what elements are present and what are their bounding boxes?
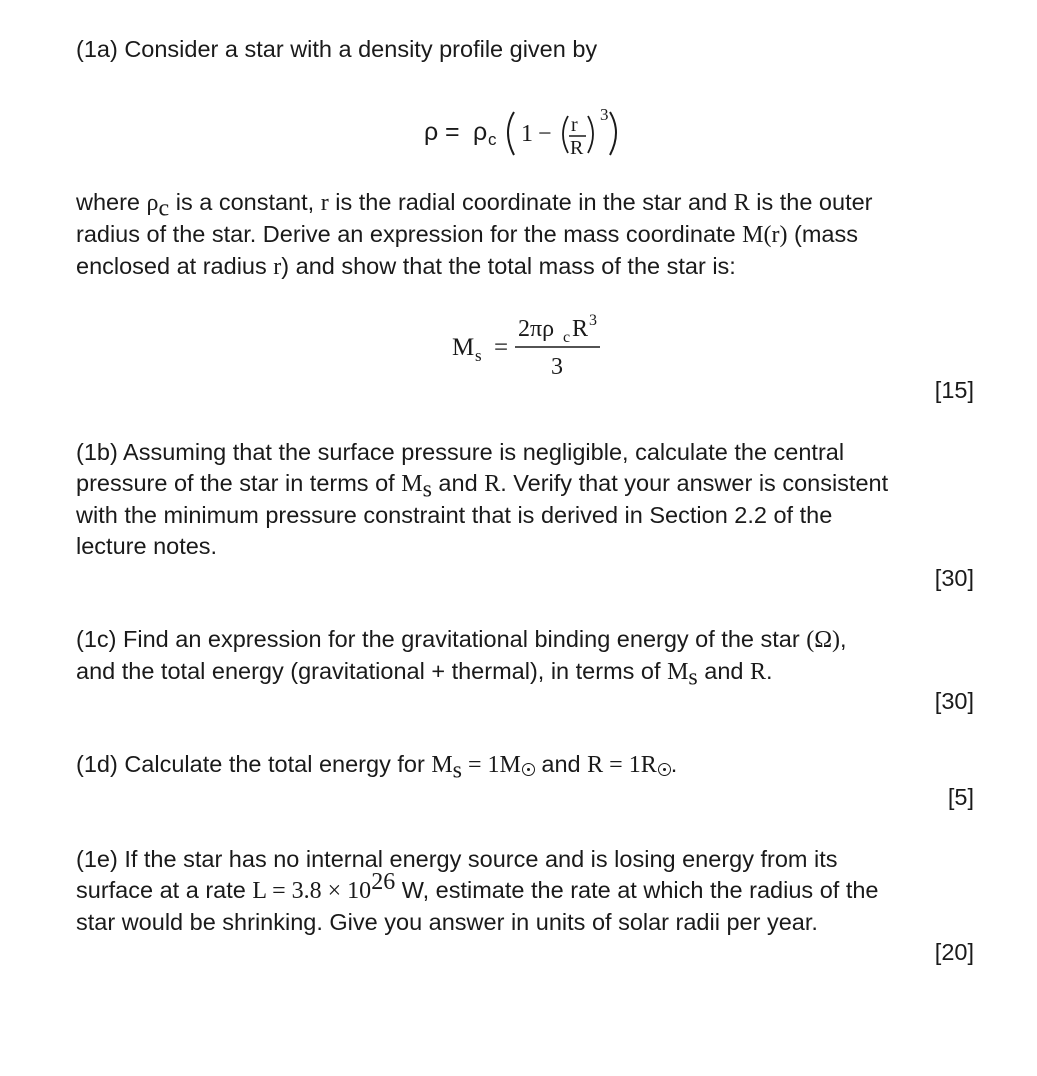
R-inline-q1b: R <box>484 471 501 497</box>
q1c-marks: [30] <box>934 688 974 714</box>
q1d-part2: and <box>534 751 588 777</box>
mass-numerator-sub: c <box>563 329 571 346</box>
q1d-marks: [5] <box>947 784 974 810</box>
Ms-symbol: M <box>452 334 475 361</box>
q1c-line2-part2: and <box>697 658 751 684</box>
omega-inline: (Ω) <box>806 627 841 653</box>
q1a-line3-part2: ) and show that the total mass of the star is: <box>281 253 736 279</box>
solar-radius-value: R = 1R <box>587 752 657 778</box>
close-paren-inner <box>588 116 593 153</box>
mass-numerator-b: R <box>572 316 589 342</box>
rho-c-symbol: ρ <box>473 118 488 146</box>
q1e-line3: star would be shrinking. Give you answer in units of solar radii per year. <box>76 909 818 935</box>
Ms-inline: M <box>401 471 423 497</box>
fraction-denominator: R <box>570 137 584 159</box>
q1b-line2-part1: pressure of the star in terms of <box>76 470 402 496</box>
q1a-line3-part1: enclosed at radius <box>76 253 274 279</box>
q1a-line1-part4: is the outer <box>749 189 873 215</box>
q1a-text <box>76 187 981 283</box>
Ms-inline-q1c: M <box>667 659 689 685</box>
q1b-line2-part3: . Verify that your answer is consistent <box>500 470 889 496</box>
Ms-inline-sub: s <box>422 476 432 503</box>
power-exponent: 3 <box>600 105 609 124</box>
mass-equals: = <box>494 334 509 361</box>
q1a-intro: (1a) Consider a star with a density profile given by <box>76 36 598 62</box>
q1e-line2-part2: W, estimate the rate at which the radius of the <box>395 877 879 903</box>
sun-symbol-icon <box>658 763 671 776</box>
mass-equation-svg <box>450 305 630 385</box>
mass-numerator-a: 2πρ <box>518 316 555 342</box>
density-equation-svg <box>420 98 660 178</box>
rho-symbol: ρ <box>424 118 439 146</box>
q1c-line1-part2: , <box>840 626 847 652</box>
Ms-subscript: s <box>475 346 482 365</box>
q1c-line2-part1: and the total energy (gravitational + thermal), in terms of <box>76 658 668 684</box>
q1d-text <box>76 749 981 784</box>
q1c-line2-part3: . <box>766 658 773 684</box>
q1b-line4: lecture notes. <box>76 533 218 559</box>
q1a-line2-part2: (mass <box>787 221 858 247</box>
sun-symbol-icon <box>522 763 535 776</box>
q1a-line2-part1: radius of the star. Derive an expression for the mass coordinate <box>76 221 743 247</box>
R-inline: R <box>733 190 750 216</box>
Ms-inline-q1d-sub: s <box>452 757 462 784</box>
q1a-line1-part1: where <box>76 189 147 215</box>
r-inline-2: r <box>273 254 282 280</box>
R-inline-q1c: R <box>750 659 767 685</box>
rho-c-inline: ρ <box>146 190 159 216</box>
solar-mass-value: = 1M <box>462 752 521 778</box>
r-inline: r <box>320 190 329 216</box>
q1d-part1: (1d) Calculate the total energy for <box>76 751 432 777</box>
q1b-text <box>76 437 981 562</box>
equals-sign: = <box>445 118 460 146</box>
q1a-line1-part2: is a constant, <box>169 189 321 215</box>
q1b-line1: (1b) Assuming that the surface pressure is negligible, calculate the central <box>76 439 845 465</box>
q1b-marks: [30] <box>934 565 974 591</box>
mass-denominator: 3 <box>551 354 563 380</box>
Ms-inline-q1c-sub: s <box>688 664 698 691</box>
luminosity-exponent: 26 <box>371 869 396 896</box>
rho-c-subscript: c <box>488 130 497 149</box>
q1e-line2-part1: surface at a rate <box>76 877 253 903</box>
q1a-marks: [15] <box>934 377 974 403</box>
Ms-inline-q1d: M <box>431 752 453 778</box>
Mr-inline: M(r) <box>742 222 788 248</box>
q1c-text <box>76 624 981 691</box>
q1b-line2-part2: and <box>431 470 485 496</box>
minus-sign: − <box>538 121 552 147</box>
rho-c-inline-sub: c <box>158 195 170 222</box>
fraction-numerator: r <box>571 114 578 136</box>
q1c-line1-part1: (1c) Find an expression for the gravitational binding energy of the star <box>76 626 807 652</box>
q1b-line3: with the minimum pressure constraint that is derived in Section 2.2 of the <box>76 502 833 528</box>
open-paren-outer <box>508 112 514 155</box>
close-paren-outer <box>610 112 616 155</box>
q1e-text <box>76 844 981 938</box>
open-paren-inner <box>563 116 568 153</box>
luminosity-value: L = 3.8 × 10 <box>252 878 372 904</box>
q1e-line1: (1e) If the star has no internal energy source and is losing energy from its <box>76 846 838 872</box>
mass-numerator-sup: 3 <box>589 312 597 329</box>
one-digit: 1 <box>521 121 533 147</box>
q1d-part3: . <box>670 751 678 777</box>
q1a-line1-part3: is the radial coordinate in the star and <box>328 189 734 215</box>
q1e-marks: [20] <box>934 939 974 965</box>
